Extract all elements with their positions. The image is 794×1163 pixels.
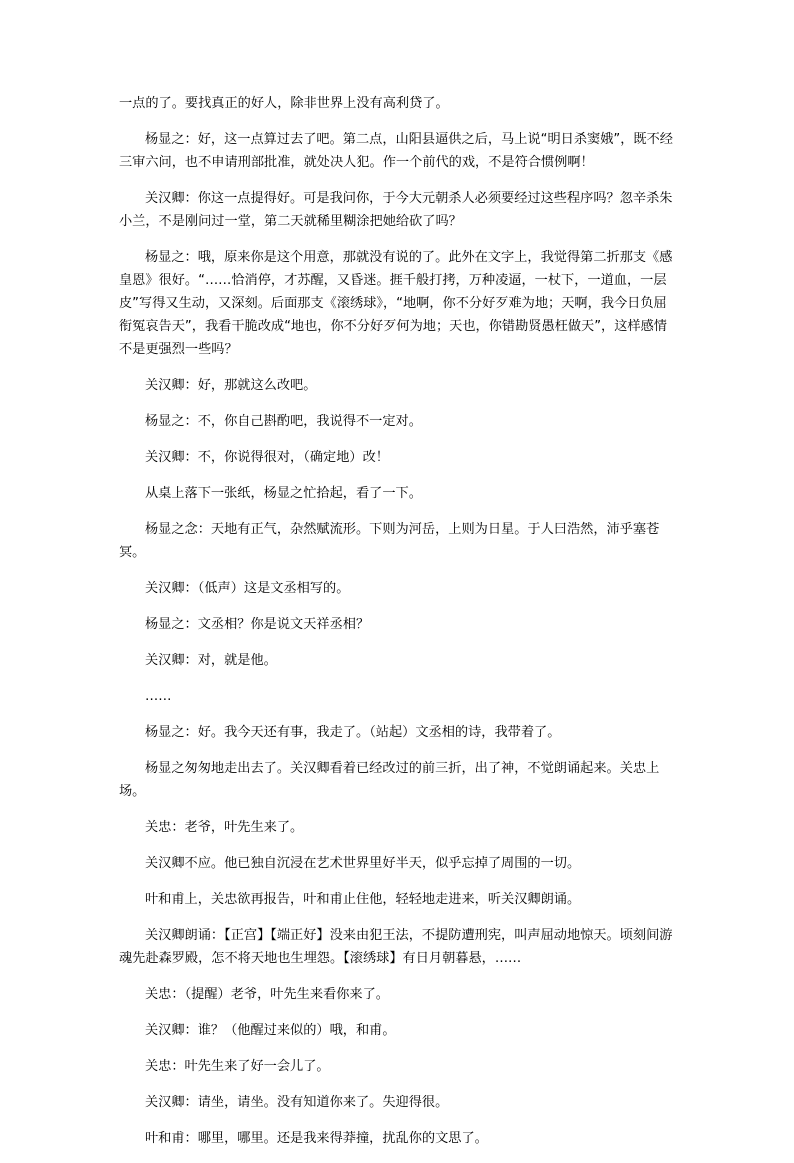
paragraph: 杨显之：不，你自己斟酌吧，我说得不一定对。 — [145, 414, 422, 429]
paragraph: 关汉卿朗诵：【正宫】【端正好】没来由犯王法，不提防遭刑宪，叫声屈动地惊天。顷刻间游魂先赴森罗殿，怎不将天地也生埋怨。【滚绣球】有日月朝暮悬，…… — [119, 928, 673, 966]
stage-direction: 叶和甫上，关忠欲再报告，叶和甫止住他，轻轻地走进来，听关汉卿朗诵。 — [145, 892, 581, 907]
paragraph: 杨显之：哦，原来你是这个用意，那就没有说的了。此外在文字上，我觉得第二折那支《感皇恩》很好。“……恰消停，才苏醒，又昏迷。捱千般打拷，万种凌逼，一杖下，一道血，一层皮”写得又生动，又深刻。后面那支《滚绣球》，“地啊，你不分好歹难为地；天啊，我今日负屈衔冤哀告天”，我看干脆改成“地也，你不分好歹何为地；天也，你错勘贤愚枉做天”，这样感情不是更强烈一些吗？ — [119, 250, 673, 357]
paragraph: 一点的了。要找真正的好人，除非世界上没有高利贷了。 — [119, 96, 449, 111]
paragraph: 叶和甫：哪里，哪里。还是我来得莽撞，扰乱你的文思了。 — [145, 1131, 488, 1146]
paragraph: 杨显之：好，这一点算过去了吧。第二点，山阳县逼供之后，马上说“明日杀窦娥”，既不经三审六问，也不申请刑部批准，就处决人犯。作一个前代的戏，不是符合惯例啊！ — [119, 132, 673, 170]
paragraph: 关汉卿：请坐，请坐。没有知道你来了。失迎得很。 — [145, 1095, 449, 1110]
paragraph: 关忠：（提醒）老爷，叶先生来看你来了。 — [145, 987, 389, 1002]
paragraph: 关汉卿：谁？（他醒过来似的）哦，和甫。 — [145, 1023, 396, 1038]
paragraph: 关汉卿：对，就是他。 — [145, 653, 277, 668]
stage-direction: 杨显之匆匆地走出去了。关汉卿看着已经改过的前三折，出了神，不觉朗诵起来。关忠上场。 — [119, 761, 660, 799]
paragraph: 关汉卿：（低声）这是文丞相写的。 — [145, 581, 350, 596]
document-page — [119, 92, 675, 1163]
paragraph: 关汉卿：你这一点提得好。可是我问你，于今大元朝杀人必须要经过这些程序吗？忽辛杀朱小兰，不是刚问过一堂，第二天就稀里糊涂把她给砍了吗？ — [119, 191, 673, 229]
paragraph: 杨显之：文丞相？你是说文天祥丞相？ — [145, 617, 370, 632]
paragraph: 关忠：叶先生来了好一会儿了。 — [145, 1059, 330, 1074]
paragraph: 杨显之念：天地有正气，杂然赋流形。下则为河岳，上则为日星。于人曰浩然，沛乎塞苍冥。 — [119, 522, 660, 560]
ellipsis: …… — [145, 689, 172, 704]
paragraph: 关汉卿：不，你说得很对，（确定地）改！ — [145, 450, 389, 465]
paragraph: 关忠：老爷，叶先生来了。 — [145, 820, 304, 835]
paragraph: 杨显之：好。我今天还有事，我走了。（站起）文丞相的诗，我带着了。 — [145, 725, 561, 740]
stage-direction: 关汉卿不应。他已独自沉浸在艺术世界里好半天，似乎忘掉了周围的一切。 — [145, 856, 581, 871]
paragraph: 关汉卿：好，那就这么改吧。 — [145, 378, 317, 393]
stage-direction: 从桌上落下一张纸，杨显之忙拾起，看了一下。 — [145, 486, 422, 501]
